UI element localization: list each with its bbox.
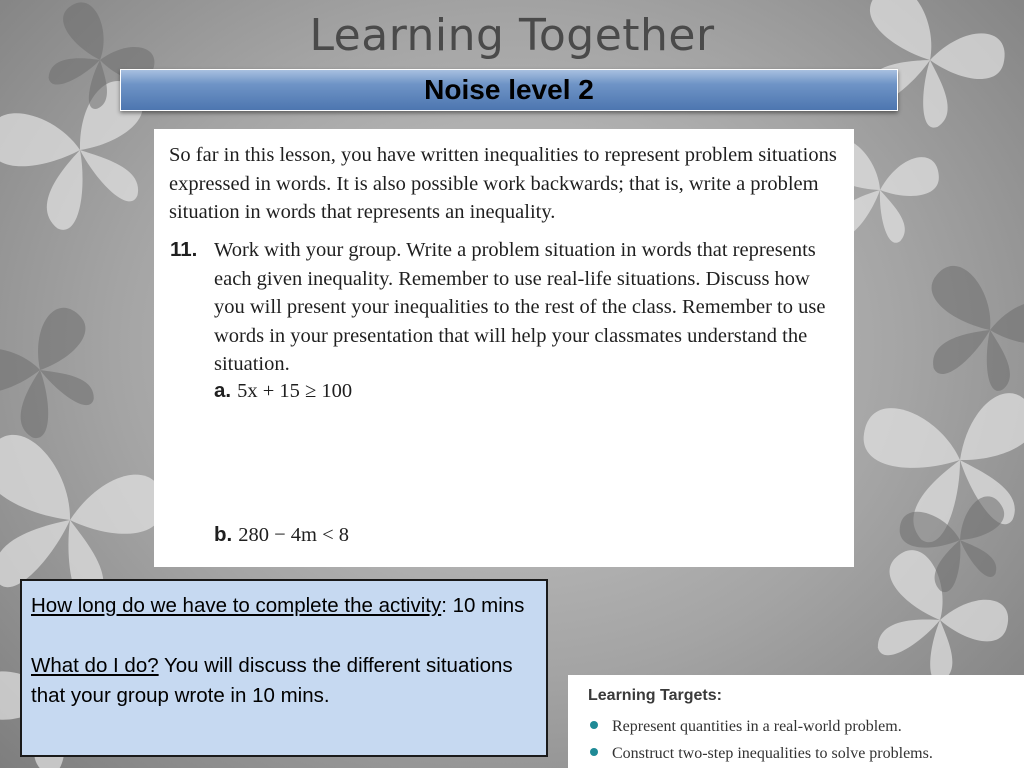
do-answer: You will discuss the different situations that your group wrote in 10 mins. [31, 654, 513, 707]
part-a [214, 377, 352, 406]
part-b [214, 521, 349, 550]
worksheet-panel [154, 129, 854, 567]
time-info [31, 591, 537, 621]
question-number: 11. [170, 238, 198, 261]
noise-level-banner: Noise level 2 [120, 69, 898, 111]
learning-targets-title: Learning Targets: [588, 687, 722, 704]
butterfly-icon [904, 260, 1024, 406]
task-info [31, 651, 537, 711]
slide-title: Learning Together [309, 10, 715, 61]
question-task: Work with your group. Write a problem situation in words that represents each given inequality. Remember to use real-life situations. Discuss how you will present your inequalities to the rest of the class. Remember to use words in your presentation that will help your classmates understand the situation. [214, 239, 826, 375]
worksheet-intro: So far in this lesson, you have written inequalities to represent problem situations expressed in words. It is also possible work backwards; that is, write a problem situation in words that represents an inequality. [169, 144, 837, 223]
part-b-expression: 280 − 4m < 8 [238, 524, 350, 546]
learning-target-text: Represent quantities in a real-world problem. [612, 718, 902, 735]
learning-target-text: Construct two-step inequalities to solve problems. [612, 745, 933, 762]
learning-target-item [590, 713, 933, 740]
bullet-icon [590, 748, 598, 756]
time-question: How long do we have to complete the activity [31, 594, 442, 617]
learning-target-item [590, 740, 933, 767]
learning-targets-list [590, 713, 933, 767]
time-answer: : 10 mins [441, 594, 525, 617]
part-a-label: a. [214, 379, 232, 402]
bullet-icon [590, 721, 598, 729]
butterfly-icon [0, 297, 123, 456]
learning-targets-panel [568, 675, 1024, 768]
do-question: What do I do? [31, 654, 159, 677]
part-a-expression: 5x + 15 ≥ 100 [237, 380, 353, 402]
part-b-label: b. [214, 523, 233, 546]
activity-info-box [20, 579, 548, 757]
